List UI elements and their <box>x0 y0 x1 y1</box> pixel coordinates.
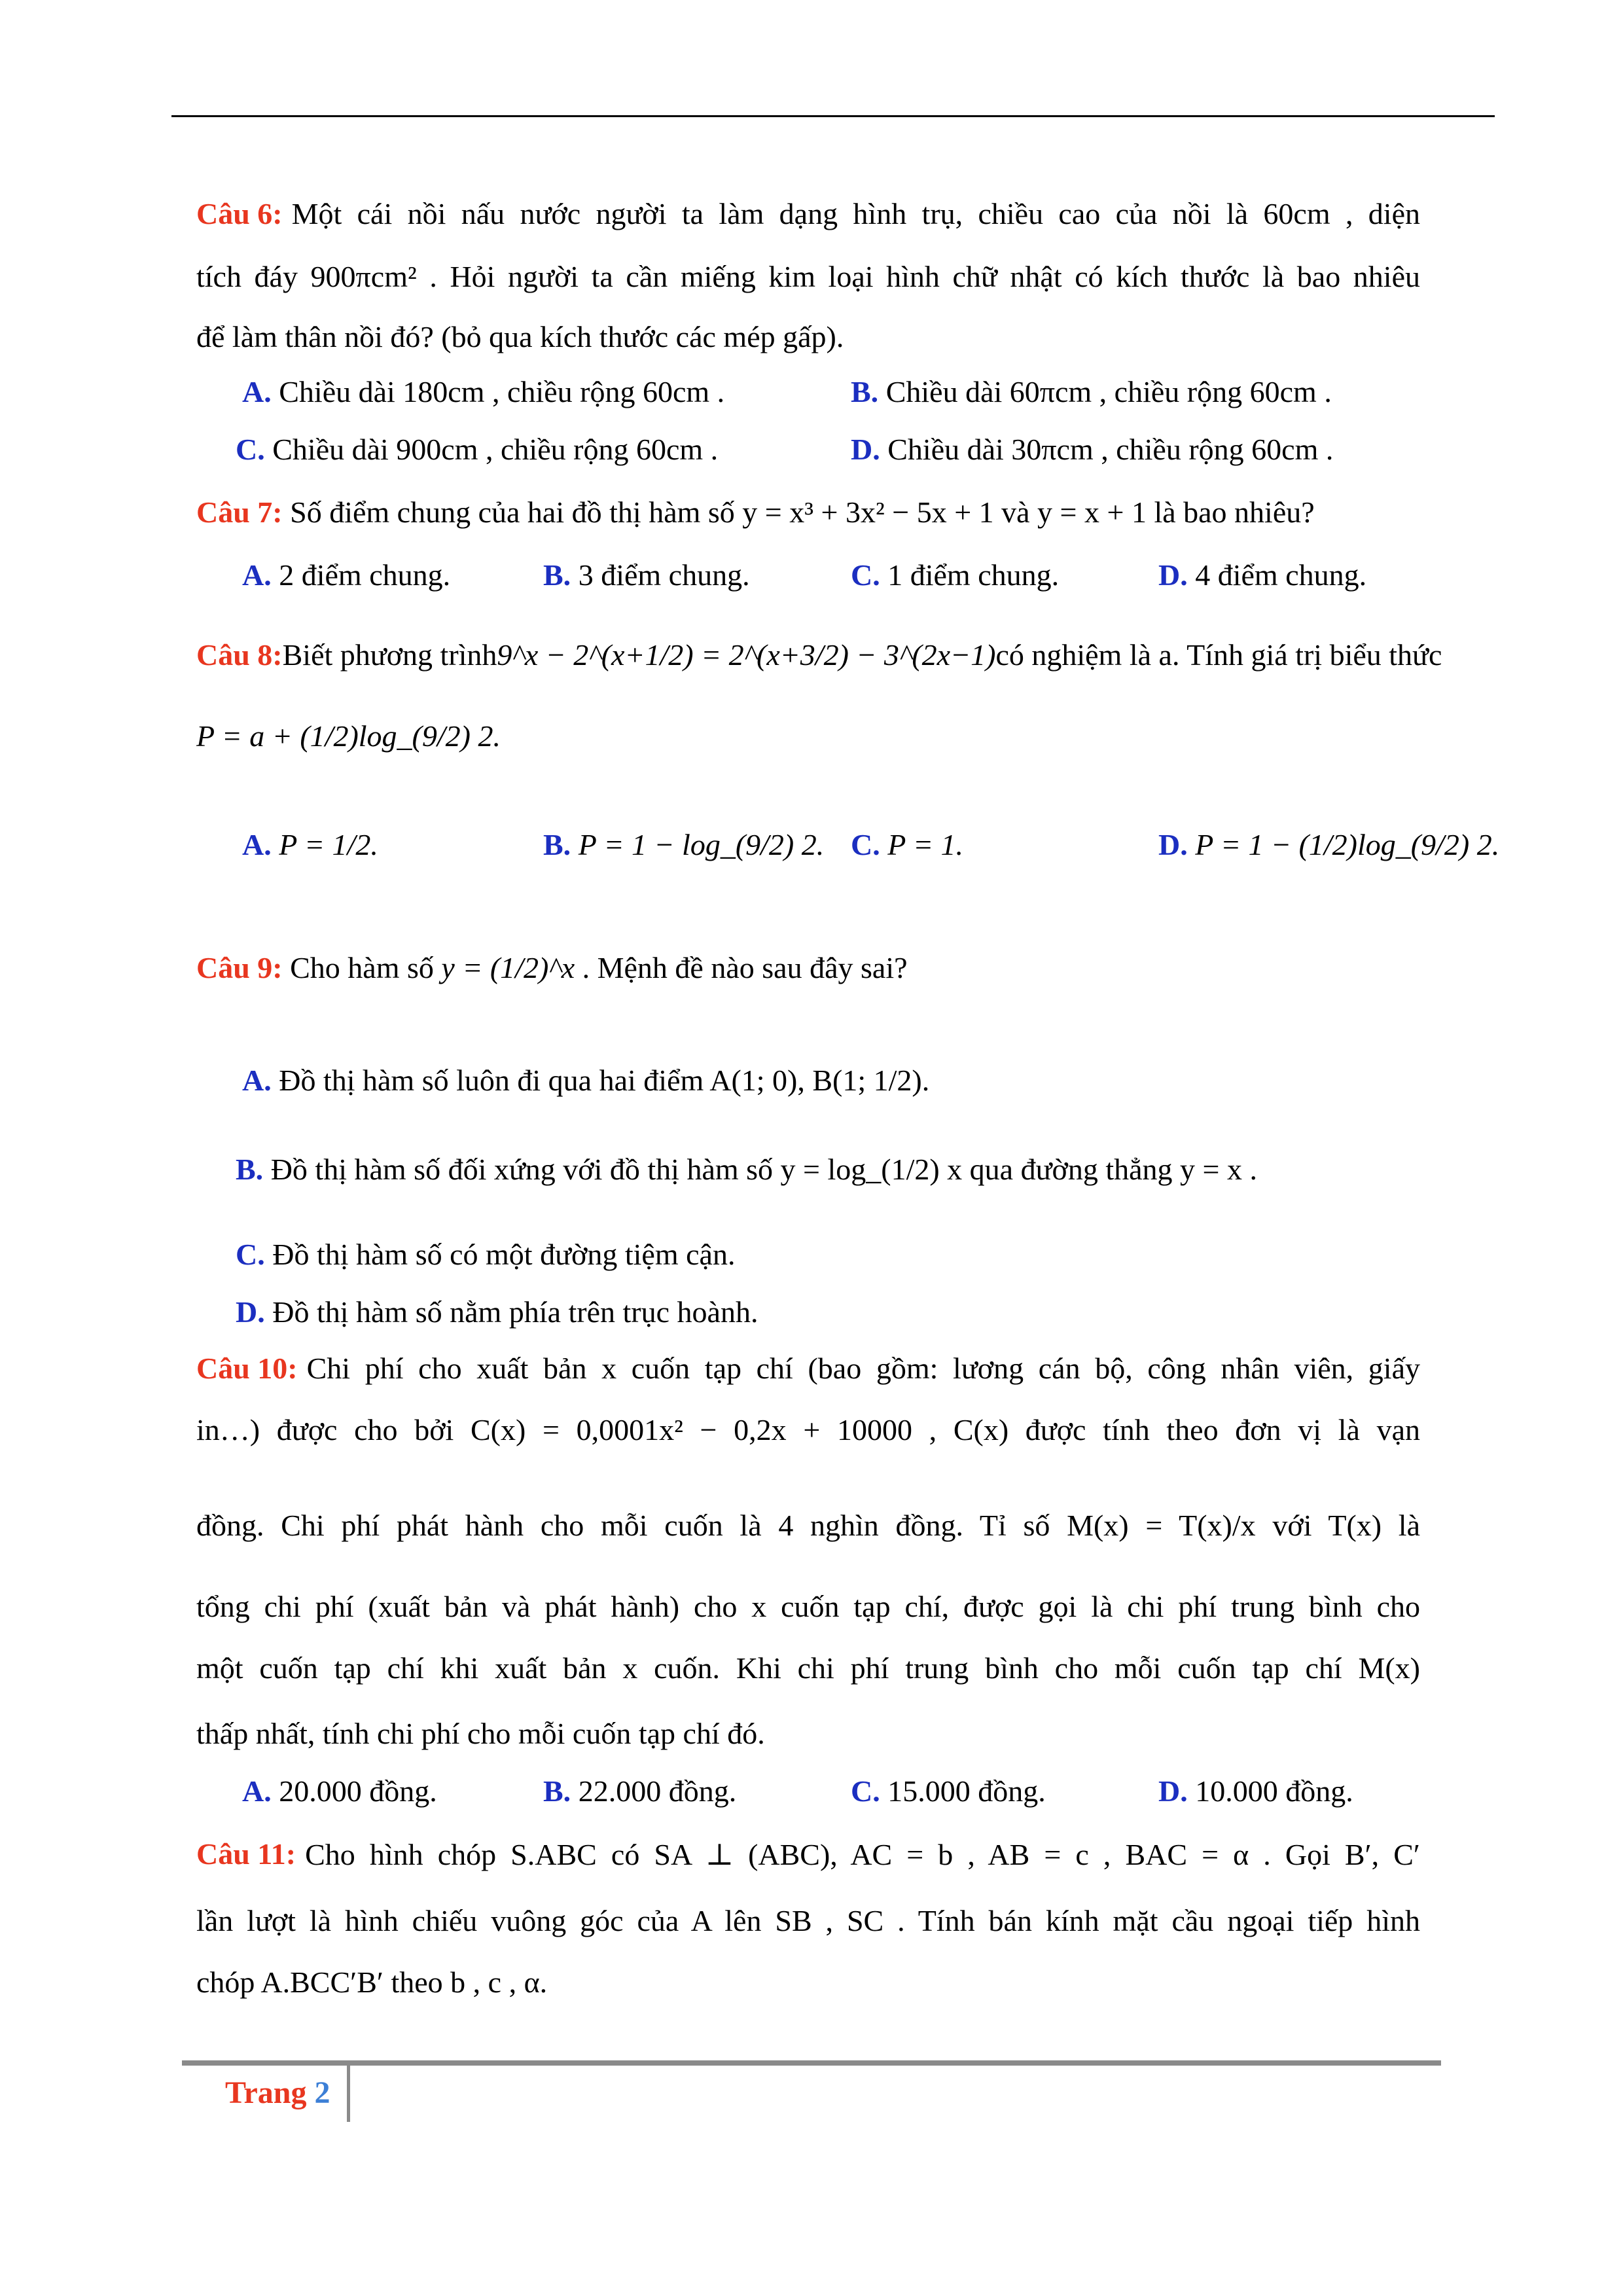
q10-option-a[interactable] <box>242 1774 437 1808</box>
q9-option-b-label: B. <box>236 1153 264 1186</box>
q8-option-a[interactable] <box>242 827 378 862</box>
q11-line1 <box>196 1837 1420 1872</box>
q6-option-d[interactable] <box>851 432 1333 467</box>
q9-option-b[interactable] <box>236 1152 1257 1187</box>
q10-line4: tổng chi phí (xuất bản và phát hành) cho x cuốn tạp chí, được gọi là chi phí trung bình cho <box>196 1590 1420 1623</box>
q10-label: Câu 10: <box>196 1352 298 1385</box>
q8-option-c[interactable] <box>851 827 963 862</box>
q8-pre: Biết phương trình <box>282 638 497 672</box>
q10-option-b-text: 22.000 đồng. <box>578 1774 737 1808</box>
q10-option-c-text: 15.000 đồng. <box>887 1774 1046 1808</box>
q6-line1 <box>196 196 1420 231</box>
q9-option-a-label: A. <box>242 1064 272 1097</box>
q10-option-b[interactable] <box>543 1774 736 1808</box>
q9-option-c[interactable] <box>236 1237 735 1272</box>
q6-option-a-label: A. <box>242 375 272 408</box>
q6-option-c-text: Chiều dài 900cm , chiều rộng 60cm . <box>272 433 719 466</box>
q10-option-c[interactable] <box>851 1774 1046 1808</box>
q9-option-d[interactable] <box>236 1295 758 1329</box>
page-label: Trang <box>225 2075 307 2110</box>
q7-option-c-label: C. <box>851 558 880 592</box>
q8-option-b-text: P = 1 − log_(9/2) 2. <box>578 828 825 861</box>
q8-expression: P = a + (1/2)log_(9/2) 2. <box>196 719 501 753</box>
q9-post: . Mệnh đề nào sau đây sai? <box>582 951 908 984</box>
page-number <box>225 2075 330 2111</box>
q7-option-d-text: 4 điểm chung. <box>1195 558 1367 592</box>
q10-line3: đồng. Chi phí phát hành cho mỗi cuốn là 4 nghìn đồng. Tỉ số M(x) = T(x)/x với T(x) là <box>196 1509 1420 1542</box>
q6-text-1: Một cái nồi nấu nước người ta làm dạng hình trụ, chiều cao của nồi là 60cm , diện <box>291 197 1420 230</box>
q8-option-d-text: P = 1 − (1/2)log_(9/2) 2. <box>1195 828 1500 861</box>
q10-option-d-text: 10.000 đồng. <box>1195 1774 1353 1808</box>
q6-line3: để làm thân nồi đó? (bỏ qua kích thước các mép gấp). <box>196 320 844 353</box>
q11-line2: lần lượt là hình chiếu vuông góc của A lên SB , SC . Tính bán kính mặt cầu ngoại tiếp hình <box>196 1904 1420 1937</box>
q11-label: Câu 11: <box>196 1837 296 1871</box>
q7-text: Số điểm chung của hai đồ thị hàm số y = x³ + 3x² − 5x + 1 và y = x + 1 là bao nhiêu? <box>290 495 1315 529</box>
q8-option-b[interactable] <box>543 827 824 862</box>
q10-option-c-label: C. <box>851 1774 880 1808</box>
q9-pre: Cho hàm số <box>290 951 434 984</box>
q7-option-c-text: 1 điểm chung. <box>887 558 1060 592</box>
q8-option-b-label: B. <box>543 828 571 861</box>
q7-line <box>196 495 1315 529</box>
q7-option-b-text: 3 điểm chung. <box>578 558 750 592</box>
q10-option-a-label: A. <box>242 1774 272 1808</box>
q7-option-a[interactable] <box>242 558 450 592</box>
q9-option-a-text: Đồ thị hàm số luôn đi qua hai điểm A(1; 0), B(1; 1/2). <box>279 1064 930 1097</box>
q9-option-a[interactable] <box>242 1063 929 1098</box>
q9-option-b-text: Đồ thị hàm số đối xứng với đồ thị hàm số y = log_(1/2) x qua đường thẳng y = x . <box>270 1153 1257 1186</box>
q6-option-d-label: D. <box>851 433 880 466</box>
q9-label: Câu 9: <box>196 951 283 984</box>
q8-option-a-label: A. <box>242 828 272 861</box>
q8-option-d-label: D. <box>1158 828 1188 861</box>
q10-line5: một cuốn tạp chí khi xuất bản x cuốn. Khi chi phí trung bình cho mỗi cuốn tạp chí M(x) <box>196 1651 1420 1685</box>
q8-option-a-text: P = 1/2. <box>279 828 378 861</box>
q6-option-b[interactable] <box>851 374 1332 409</box>
q9-function: y = (1/2)^x <box>441 951 575 984</box>
q8-label: Câu 8: <box>196 638 283 672</box>
q10-option-b-label: B. <box>543 1774 571 1808</box>
q8-option-c-label: C. <box>851 828 880 861</box>
q7-option-a-label: A. <box>242 558 272 592</box>
q9-line <box>196 950 908 985</box>
q10-line1 <box>196 1351 1420 1386</box>
q11-line3: chóp A.BCC′B′ theo b , c , α. <box>196 1965 548 1999</box>
q7-option-a-text: 2 điểm chung. <box>279 558 451 592</box>
q6-option-c-label: C. <box>236 433 265 466</box>
q7-option-d[interactable] <box>1158 558 1366 592</box>
q6-label: Câu 6: <box>196 197 283 230</box>
q9-option-c-text: Đồ thị hàm số có một đường tiệm cận. <box>272 1238 736 1271</box>
q7-option-c[interactable] <box>851 558 1059 592</box>
footer-rule <box>182 2060 1441 2066</box>
q6-option-b-text: Chiều dài 60πcm , chiều rộng 60cm . <box>885 375 1332 408</box>
q10-option-d-label: D. <box>1158 1774 1188 1808</box>
q9-option-d-label: D. <box>236 1295 265 1329</box>
q8-line1 <box>196 637 1442 672</box>
q8-equation: 9^x − 2^(x+1/2) = 2^(x+3/2) − 3^(2x−1) <box>497 638 996 672</box>
q8-post: có nghiệm là a. Tính giá trị biểu thức <box>995 638 1442 672</box>
q11-text-1: Cho hình chóp S.ABC có SA ⊥ (ABC), AC = b , AB = c , BAC = α . Gọi B′, C′ <box>305 1838 1420 1871</box>
q6-line2: tích đáy 900πcm² . Hỏi người ta cần miếng kim loại hình chữ nhật có kích thước là bao nhiêu <box>196 260 1420 293</box>
q10-text-1: Chi phí cho xuất bản x cuốn tạp chí (bao gồm: lương cán bộ, công nhân viên, giấy <box>306 1352 1420 1385</box>
q8-option-c-text: P = 1. <box>887 828 964 861</box>
q6-option-c[interactable] <box>236 432 718 467</box>
q9-option-c-label: C. <box>236 1238 265 1271</box>
q10-line2: in…) được cho bởi C(x) = 0,0001x² − 0,2x + 10000 , C(x) được tính theo đơn vị là vạn <box>196 1413 1420 1446</box>
q7-label: Câu 7: <box>196 495 283 529</box>
q6-option-b-label: B. <box>851 375 879 408</box>
q6-option-a-text: Chiều dài 180cm , chiều rộng 60cm . <box>279 375 725 408</box>
q6-option-d-text: Chiều dài 30πcm , chiều rộng 60cm . <box>887 433 1334 466</box>
q7-option-b[interactable] <box>543 558 750 592</box>
q10-option-a-text: 20.000 đồng. <box>279 1774 437 1808</box>
q7-option-d-label: D. <box>1158 558 1188 592</box>
q10-line6: thấp nhất, tính chi phí cho mỗi cuốn tạp chí đó. <box>196 1717 765 1750</box>
header-rule <box>171 115 1495 117</box>
q7-option-b-label: B. <box>543 558 571 592</box>
q8-option-d[interactable] <box>1158 827 1499 862</box>
q10-option-d[interactable] <box>1158 1774 1353 1808</box>
q9-option-d-text: Đồ thị hàm số nằm phía trên trục hoành. <box>272 1295 758 1329</box>
q6-option-a[interactable] <box>242 374 724 409</box>
footer-divider <box>347 2066 350 2122</box>
page-number-value: 2 <box>314 2075 330 2110</box>
